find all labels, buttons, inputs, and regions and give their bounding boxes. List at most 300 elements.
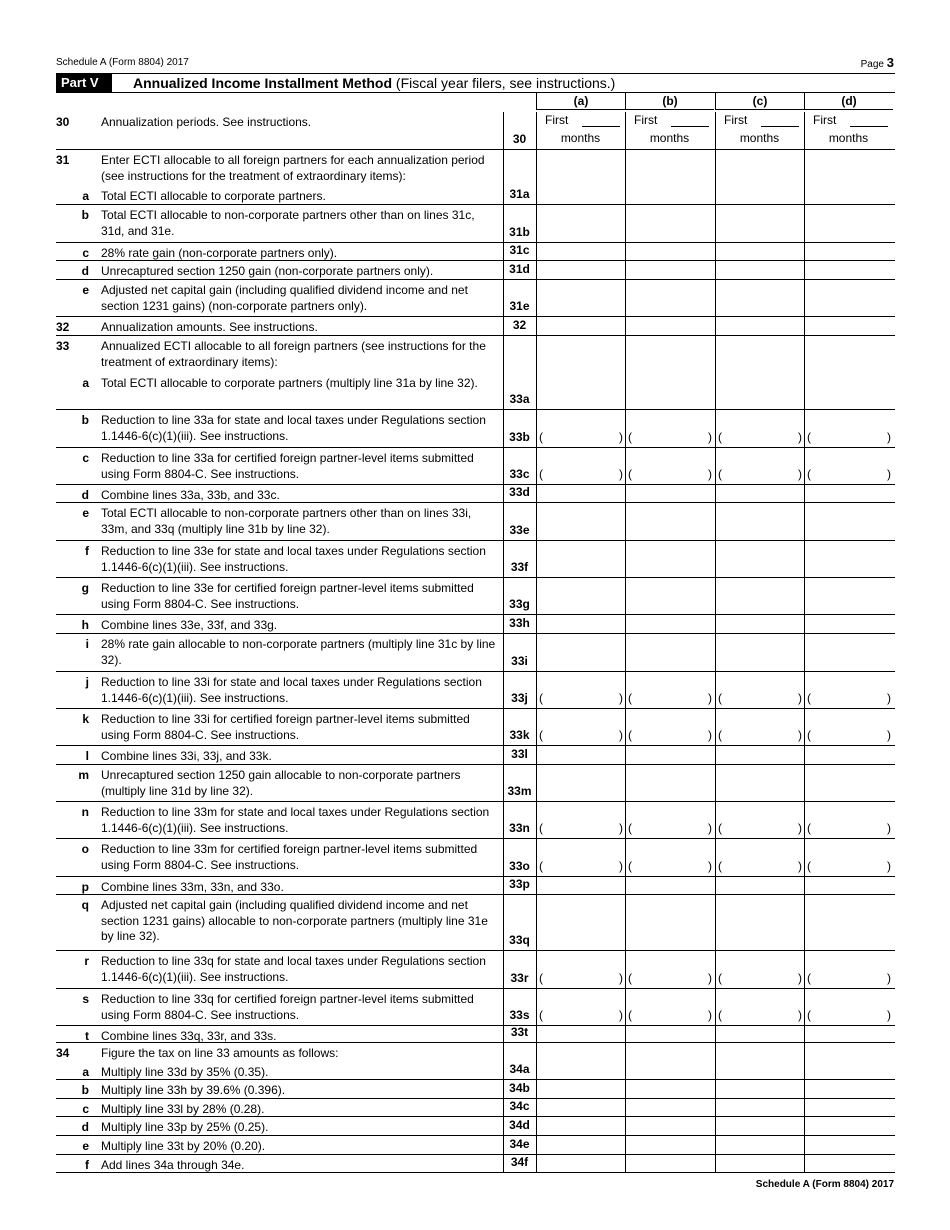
line-label: 30 [512,132,527,146]
amount-cell-d[interactable] [804,765,893,801]
months-label: months [649,131,690,145]
amount-cell-b[interactable] [625,243,714,260]
line-letter: l [85,749,89,763]
line-label: 33n [509,821,530,835]
amount-cell-c[interactable] [715,615,804,633]
months-label: months [828,131,869,145]
amount-cell-a[interactable] [536,503,625,540]
amount-cell-c[interactable] [715,895,804,950]
line-label: 33b [509,430,530,444]
amount-cell-c[interactable] [715,1117,804,1135]
amount-cell-d[interactable] [804,1099,893,1116]
amount-cell-a[interactable] [536,1062,625,1079]
amount-cell-c[interactable] [715,672,804,708]
close-paren: ) [798,467,802,481]
amount-cell-d[interactable] [804,261,893,279]
close-paren: ) [708,821,712,835]
form-line-33c [56,448,895,485]
amount-cell-b[interactable] [625,410,714,447]
line-description: Reduction to line 33e for certified foreign partner-level items submitted using Form 8804-C. See instructions. [101,581,474,611]
form-line-33j [56,672,895,709]
amount-cell-d[interactable] [804,1080,893,1098]
line-label-cell [503,336,536,373]
amount-cell-c[interactable] [715,243,804,260]
close-paren: ) [619,859,623,873]
amount-cell-d[interactable] [804,951,893,988]
open-paren: ( [718,430,722,444]
line-description: Total ECTI allocable to non-corporate partners other than on lines 31c, 31d, and 31e. [101,208,475,238]
amount-cell-a[interactable] [536,746,625,764]
amount-cell-a[interactable] [536,839,625,876]
line-letter: f [85,544,89,558]
amount-cell-b[interactable] [625,634,714,671]
amount-cell-b[interactable] [625,541,714,577]
open-paren: ( [539,1008,543,1022]
close-paren: ) [887,467,891,481]
open-paren: ( [539,430,543,444]
amount-cell-d[interactable] [804,280,893,316]
line-description: Multiply line 33t by 20% (0.20). [101,1139,266,1153]
amount-cell-c[interactable] [715,373,804,409]
amount-cell-a[interactable] [536,112,625,149]
column-header-d: (d) [804,93,893,110]
line-letter: b [81,1083,89,1097]
line-description: Multiply line 33d by 35% (0.35). [101,1065,269,1079]
line-number: 32 [56,320,70,334]
line-number: 31 [56,153,70,167]
line-description: Reduction to line 33i for state and local taxes under Regulations section 1.1446-6(c)(1)(iii). See instructions. [101,675,482,705]
line-number: 33 [56,339,70,353]
close-paren: ) [887,971,891,985]
form-line-31c [56,243,895,261]
amount-cell-a[interactable] [536,672,625,708]
amount-cell-a[interactable] [536,1155,625,1172]
amount-cell-c[interactable] [715,765,804,801]
close-paren: ) [887,821,891,835]
form-line-33k [56,709,895,746]
line-letter: j [85,675,89,689]
line-description: Combine lines 33e, 33f, and 33g. [101,618,278,632]
amount-cell-d[interactable] [804,112,893,149]
close-paren: ) [887,859,891,873]
line-letter: s [82,992,89,1006]
line-label: 34c [509,1099,530,1113]
line-letter: p [81,880,89,894]
amount-cell-d[interactable] [804,615,893,633]
amount-cell-b[interactable] [625,280,714,316]
line-description: Multiply line 33l by 28% (0.28). [101,1102,265,1116]
close-paren: ) [619,821,623,835]
line-label: 33d [509,485,530,499]
line-description: Total ECTI allocable to non-corporate partners other than on lines 33i, 33m, and 33q (multiply line 31b by line 32). [101,506,472,536]
line-description: Add lines 34a through 34e. [101,1158,245,1172]
line-description: Adjusted net capital gain (including qualified dividend income and net section 1231 gains) (non-corporate partners only). [101,283,468,313]
amount-cell-a[interactable] [536,615,625,633]
amount-cell-a[interactable] [536,186,625,204]
amount-cell-b[interactable] [625,373,714,409]
amount-cell-c[interactable] [715,839,804,876]
form-line-34e [56,1136,895,1155]
amount-cell-a[interactable] [536,373,625,409]
line-description: Combine lines 33m, 33n, and 33o. [101,880,284,894]
line-label: 33j [511,691,528,705]
amount-cell-c[interactable] [715,746,804,764]
column-header-c: (c) [715,93,804,110]
close-paren: ) [887,691,891,705]
amount-cell-a[interactable] [536,280,625,316]
amount-cell-b[interactable] [625,672,714,708]
line-description: Annualization periods. See instructions. [101,115,312,129]
close-paren: ) [798,821,802,835]
amount-cell-b[interactable] [625,205,714,242]
line-letter: a [82,376,89,390]
amount-cell-c[interactable] [715,802,804,838]
line-letter: f [85,1158,89,1172]
amount-cell-a[interactable] [536,1099,625,1116]
amount-cell-d[interactable] [804,186,893,204]
line-description: Reduction to line 33a for certified foreign partner-level items submitted using Form 8804-C. See instructions. [101,451,474,481]
amount-cell-d[interactable] [804,448,893,484]
amount-cell-b [625,1043,714,1062]
line-label: 31b [509,225,530,239]
amount-cell-b[interactable] [625,261,714,279]
amount-cell-d[interactable] [804,317,893,335]
amount-cell-d[interactable] [804,410,893,447]
line-label: 33q [509,933,530,947]
amount-cell-b[interactable] [625,1136,714,1154]
line-description: Combine lines 33i, 33j, and 33k. [101,749,272,763]
form-name-header: Schedule A (Form 8804) 2017 [56,57,189,68]
amount-cell-b[interactable] [625,1062,714,1079]
amount-cell-b[interactable] [625,1026,714,1042]
form-line-31d [56,261,895,280]
line-letter: a [82,189,89,203]
open-paren: ( [628,821,632,835]
amount-cell-a[interactable] [536,448,625,484]
line-letter: h [81,618,89,632]
amount-cell-c[interactable] [715,541,804,577]
amount-cell-d[interactable] [804,503,893,540]
amount-cell-c[interactable] [715,634,804,671]
amount-cell-a[interactable] [536,410,625,447]
amount-cell-b[interactable] [625,895,714,950]
amount-cell-d[interactable] [804,877,893,894]
form-line-34f [56,1155,895,1173]
open-paren: ( [807,691,811,705]
amount-cell-b[interactable] [625,709,714,745]
amount-cell-c[interactable] [715,448,804,484]
open-paren: ( [539,467,543,481]
line-label: 31a [509,187,530,201]
amount-cell-c[interactable] [715,709,804,745]
open-paren: ( [807,430,811,444]
amount-cell-c[interactable] [715,1136,804,1154]
open-paren: ( [539,971,543,985]
amount-cell-a[interactable] [536,1026,625,1042]
line-label: 34f [510,1155,529,1169]
amount-cell-d[interactable] [804,634,893,671]
line-label: 34d [509,1118,530,1132]
amount-cell-b[interactable] [625,186,714,204]
line-label: 33l [511,747,528,761]
line-label: 33h [509,616,530,630]
amount-cell-c[interactable] [715,205,804,242]
amount-cell-d[interactable] [804,541,893,577]
amount-cell-a[interactable] [536,261,625,279]
amount-cell-c[interactable] [715,1026,804,1042]
close-paren: ) [708,859,712,873]
line-description: Annualization amounts. See instructions. [101,320,318,334]
amount-cell-a[interactable] [536,1136,625,1154]
open-paren: ( [628,859,632,873]
line-description: Combine lines 33q, 33r, and 33s. [101,1029,277,1043]
close-paren: ) [619,691,623,705]
amount-cell-d[interactable] [804,839,893,876]
open-paren: ( [807,821,811,835]
line-letter: c [82,1102,89,1116]
amount-cell-b[interactable] [625,485,714,502]
open-paren: ( [628,430,632,444]
amount-cell-d[interactable] [804,1117,893,1135]
amount-cell-a[interactable] [536,765,625,801]
amount-cell-c[interactable] [715,485,804,502]
amount-cell-c[interactable] [715,261,804,279]
amount-cell-a[interactable] [536,317,625,335]
open-paren: ( [539,691,543,705]
line-letter: a [82,1065,89,1079]
amount-cell-d [804,150,893,186]
line-description: Enter ECTI allocable to all foreign partners for each annualization period (see instructions for the treatment of extraordinary items): [101,153,485,183]
amount-cell-d[interactable] [804,1155,893,1172]
line-label: 33p [509,877,530,891]
amount-cell-d[interactable] [804,205,893,242]
close-paren: ) [619,971,623,985]
amount-cell-b[interactable] [625,615,714,633]
form-line-33f [56,541,895,578]
amount-cell-d[interactable] [804,672,893,708]
amount-cell-d[interactable] [804,1026,893,1042]
amount-cell-c[interactable] [715,877,804,894]
line-letter: e [82,506,89,520]
amount-cell-c[interactable] [715,1080,804,1098]
amount-cell-b[interactable] [625,112,714,149]
form-line-33g [56,578,895,615]
amount-cell-c[interactable] [715,410,804,447]
form-line-33n [56,802,895,839]
first-label: First [724,113,748,127]
open-paren: ( [539,821,543,835]
close-paren: ) [619,1008,623,1022]
close-paren: ) [798,728,802,742]
line-label: 34e [509,1137,530,1151]
amount-cell-d[interactable] [804,1062,893,1079]
line-letter: m [78,768,89,782]
open-paren: ( [718,971,722,985]
amount-cell-c[interactable] [715,1155,804,1172]
line-letter: e [82,283,89,297]
close-paren: ) [708,691,712,705]
close-paren: ) [798,1008,802,1022]
first-label: First [545,113,569,127]
amount-cell-b[interactable] [625,503,714,540]
line-label-cell [503,1043,536,1062]
line-description: Total ECTI allocable to corporate partners (multiply line 31a by line 32). [101,376,478,390]
first-label: First [813,113,837,127]
amount-cell-c[interactable] [715,951,804,988]
line-number: 34 [56,1046,70,1060]
line-letter: c [82,246,89,260]
line-label: 33t [510,1025,529,1039]
amount-cell-c[interactable] [715,503,804,540]
amount-cell-c[interactable] [715,1099,804,1116]
line-description: Reduction to line 33i for certified foreign partner-level items submitted using Form 8804-C. See instructions. [101,712,470,742]
amount-cell-c[interactable] [715,186,804,204]
amount-cell-b[interactable] [625,578,714,614]
open-paren: ( [807,467,811,481]
close-paren: ) [708,430,712,444]
close-paren: ) [708,728,712,742]
amount-cell-b[interactable] [625,989,714,1025]
amount-cell-c[interactable] [715,280,804,316]
line-label: 33i [511,654,528,668]
form-line-34 [56,1043,895,1062]
amount-cell-c[interactable] [715,989,804,1025]
line-label: 33o [509,859,530,873]
amount-cell-b[interactable] [625,448,714,484]
amount-cell-a[interactable] [536,1117,625,1135]
form-line-33e [56,503,895,541]
months-label: months [739,131,780,145]
page-number: Page 3 [860,55,894,70]
amount-cell-a[interactable] [536,877,625,894]
amount-cell-b[interactable] [625,802,714,838]
line-description: Reduction to line 33q for state and local taxes under Regulations section 1.1446-6(c)(1)(iii). See instructions. [101,954,486,984]
line-letter: d [81,488,89,502]
amount-cell-b[interactable] [625,1117,714,1135]
line-label: 33a [509,392,530,406]
line-description: Total ECTI allocable to corporate partners. [101,189,326,203]
amount-cell-d[interactable] [804,1136,893,1154]
line-letter: n [81,805,89,819]
line-description: Multiply line 33h by 39.6% (0.396). [101,1083,286,1097]
line-description: Unrecaptured section 1250 gain allocable to non-corporate partners (multiply line 31d by line 32). [101,768,461,798]
amount-cell-b[interactable] [625,951,714,988]
amount-cell-b[interactable] [625,746,714,764]
line-letter: d [81,1120,89,1134]
line-letter: o [81,842,89,856]
line-letter: k [82,712,89,726]
form-line-31 [56,150,895,186]
amount-cell-d[interactable] [804,746,893,764]
open-paren: ( [628,1008,632,1022]
amount-cell-d[interactable] [804,895,893,950]
line-letter: t [85,1029,89,1043]
amount-cell-a[interactable] [536,802,625,838]
open-paren: ( [628,467,632,481]
open-paren: ( [807,859,811,873]
line-description: Combine lines 33a, 33b, and 33c. [101,488,280,502]
form-line-33o [56,839,895,877]
form-line-31b [56,205,895,243]
amount-cell-a[interactable] [536,578,625,614]
amount-cell-d[interactable] [804,485,893,502]
amount-cell-c[interactable] [715,1062,804,1079]
line-letter: g [81,581,89,595]
close-paren: ) [798,859,802,873]
amount-cell-d[interactable] [804,709,893,745]
amount-cell-a[interactable] [536,243,625,260]
open-paren: ( [539,859,543,873]
amount-cell-b[interactable] [625,765,714,801]
line-label: 33g [509,597,530,611]
amount-cell-a [536,1043,625,1062]
amount-cell-b[interactable] [625,1155,714,1172]
footer-form-name: Schedule A (Form 8804) 2017 [755,1179,894,1190]
close-paren: ) [887,1008,891,1022]
form-line-31e [56,280,895,317]
amount-cell-a[interactable] [536,709,625,745]
amount-cell-c[interactable] [715,317,804,335]
open-paren: ( [718,859,722,873]
amount-cell-c[interactable] [715,578,804,614]
line-letter: i [85,637,89,651]
amount-cell-c [715,336,804,373]
column-header-a: (a) [536,93,625,110]
form-line-33s [56,989,895,1026]
line-label: 33m [507,784,532,798]
amount-cell-d[interactable] [804,802,893,838]
close-paren: ) [619,728,623,742]
close-paren: ) [798,430,802,444]
months-label: months [560,131,601,145]
line-letter: b [81,208,89,222]
amount-cell-a[interactable] [536,634,625,671]
line-description: Reduction to line 33m for state and local taxes under Regulations section 1.1446-6(c)(1)(iii). See instructions. [101,805,490,835]
close-paren: ) [708,971,712,985]
open-paren: ( [718,1008,722,1022]
amount-cell-b[interactable] [625,877,714,894]
amount-cell-b[interactable] [625,1080,714,1098]
line-label: 33k [509,728,530,742]
amount-cell-b[interactable] [625,1099,714,1116]
amount-cell-a[interactable] [536,205,625,242]
open-paren: ( [718,691,722,705]
amount-cell-a[interactable] [536,895,625,950]
line-label: 33r [510,971,529,985]
amount-cell-d[interactable] [804,989,893,1025]
amount-cell-a [536,150,625,186]
amount-cell-b [625,336,714,373]
amount-cell-a[interactable] [536,541,625,577]
amount-cell-a[interactable] [536,989,625,1025]
form-line-33 [56,336,895,373]
amount-cell-a[interactable] [536,1080,625,1098]
amount-cell-d[interactable] [804,578,893,614]
amount-cell-b[interactable] [625,317,714,335]
amount-cell-a[interactable] [536,485,625,502]
amount-cell-b [625,150,714,186]
amount-cell-a[interactable] [536,951,625,988]
amount-cell-b[interactable] [625,839,714,876]
open-paren: ( [807,728,811,742]
close-paren: ) [619,430,623,444]
form-line-33i [56,634,895,672]
close-paren: ) [798,971,802,985]
amount-cell-c[interactable] [715,112,804,149]
amount-cell-d[interactable] [804,243,893,260]
amount-cell-d[interactable] [804,373,893,409]
amount-cell-d [804,336,893,373]
